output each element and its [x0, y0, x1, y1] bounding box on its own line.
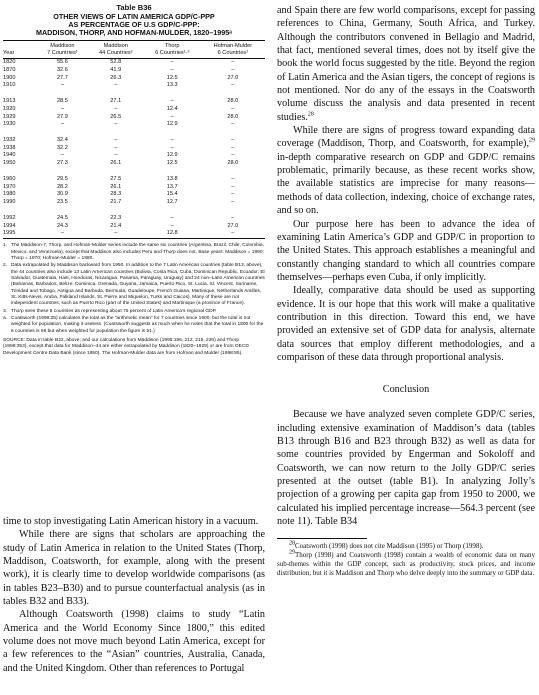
data-table: [3, 41, 265, 239]
value-cell: [144, 168, 201, 176]
value-cell: 28.0: [227, 160, 239, 167]
table-row: [3, 129, 265, 137]
value-cell: –: [114, 105, 118, 112]
value-cell: [37, 168, 88, 176]
value-cell: 13.7: [166, 183, 178, 190]
year-cell: 1960: [3, 175, 16, 182]
table-note: [3, 316, 265, 335]
header-hofman-mulder: [201, 41, 265, 58]
year-cell: 1930: [3, 121, 16, 128]
value-cell: –: [170, 136, 174, 143]
year-cell: 1994: [3, 222, 16, 229]
year-cell: [3, 129, 37, 137]
year-cell: 1990: [3, 199, 16, 206]
year-cell: 1995: [3, 230, 37, 238]
table-row: [3, 191, 265, 199]
value-cell: 27.5: [110, 175, 122, 182]
value-cell: 26.3: [110, 74, 122, 81]
value-cell: –: [114, 152, 118, 159]
header-line: Thorp: [164, 43, 180, 50]
value-cell: 21.7: [110, 199, 122, 206]
value-cell: [37, 129, 88, 137]
value-cell: –: [231, 59, 235, 66]
year-cell: 1950: [3, 160, 16, 167]
footnote-rule: [277, 538, 367, 539]
footnote-text: Thorp (1998) and Coatsworth (1998) contain a wealth of economic data on many sub-themes within the GDP concept, such as productivity, stock prices, and income distribution, but it is Maddison and Thorp who delve deeply into the summary or GDP data.: [277, 551, 535, 578]
table-row: [3, 106, 265, 114]
value-cell: 22.3: [110, 214, 122, 221]
value-cell: 12.4: [166, 105, 178, 112]
paragraph: Our purpose here has been to advance the idea of examining Latin America’s GDP and GDP/C in proportion to the United States. This approach establishes a meaningful and constantly changing standard to which all countries compare themselves—perhaps even Cuba, if only implicitly.: [277, 218, 535, 283]
right-column: [277, 4, 535, 578]
value-cell: –: [88, 230, 144, 238]
table-row: [3, 98, 265, 106]
table-subtitle-line: OTHER VIEWS OF LATIN AMERICA GDP/C-PPP: [53, 11, 215, 21]
paragraph: [277, 124, 535, 217]
table-row: [3, 230, 265, 238]
value-cell: 32.4: [56, 136, 68, 143]
value-cell: 32.6: [56, 66, 68, 73]
value-cell: [144, 207, 201, 215]
footnote-ref: 29: [529, 138, 535, 145]
header-maddison-44: [88, 41, 144, 58]
value-cell: 28.0: [227, 113, 239, 120]
value-cell: –: [231, 144, 235, 151]
value-cell: 12.5: [166, 74, 178, 81]
value-cell: –: [170, 214, 174, 221]
year-cell: 1992: [3, 214, 16, 221]
table-subtitle-line: MADDISON, THORP, AND HOFMAN-MULDER, 1820–1995ᵃ: [35, 28, 232, 37]
value-cell: 27.0: [227, 74, 239, 81]
year-cell: [3, 168, 37, 176]
footnote-text: Coatsworth (1998) does not cite Maddison (1995) or Thorp (1998).: [295, 542, 484, 551]
section-heading: Conclusion: [382, 384, 430, 396]
table-header-row: [3, 41, 265, 58]
note-text: Coatsworth (1998:25) calculates the total as the “arithmetic mean” for 7 countries since 1900, but the total is not weighted for population, making it useless. (Coatsworth suggests as much when he notes that the total in 1800 for the 6 countries is 56 but when weighted for population the figure is 51.): [11, 315, 264, 334]
year-cell: 1910: [3, 82, 16, 89]
value-cell: [88, 207, 144, 215]
year-cell: 1938: [3, 144, 16, 151]
value-cell: [37, 90, 88, 98]
value-cell: 15.4: [166, 191, 178, 198]
value-cell: 21.4: [110, 222, 122, 229]
table-note: [3, 243, 265, 262]
value-cell: [37, 207, 88, 215]
value-cell: –: [114, 82, 118, 89]
table-row: [3, 59, 265, 67]
year-cell: 1932: [3, 136, 16, 143]
header-thorp: [144, 41, 201, 58]
value-cell: 55.6: [56, 59, 68, 66]
value-cell: 12.5: [166, 160, 178, 167]
year-cell: 1970: [3, 183, 16, 190]
value-cell: 24.3: [56, 222, 68, 229]
table-row: [3, 82, 265, 90]
value-cell: –: [60, 105, 64, 112]
value-cell: 12.7: [166, 199, 178, 206]
table-row: [3, 207, 265, 215]
value-cell: [144, 90, 201, 98]
header-maddison-7: [37, 41, 88, 58]
table-source: SOURCE: Data in table B22, above; and our calculations from Maddison (1995:196, 212, 215, 226) and Thorp (1998:353), except that data for Maddison–44 are either extrapolated by Maddison (1820–1929) or are from OECD Development Centre Data Bank (since 1950). The Hofman-Mulder data are from Hofman and Mulder (1998:85).: [3, 337, 249, 356]
header-line: 6 Countries¹·³: [155, 49, 190, 56]
value-cell: 52.8: [110, 59, 122, 66]
table-row: [3, 75, 265, 83]
header-line: 6 Countries¹: [217, 49, 249, 56]
note-text: Thorp sees these 6 countries as representing about 75 percent of Latin America’s regional GDP.: [11, 308, 217, 314]
table-row: [3, 121, 265, 129]
left-body-text: [3, 515, 265, 675]
value-cell: 27.0: [227, 222, 239, 229]
year-cell: 1870: [3, 66, 16, 73]
value-cell: –: [170, 113, 174, 120]
value-cell: [144, 129, 201, 137]
value-cell: –: [60, 152, 64, 159]
value-cell: –: [60, 82, 64, 89]
note-number: 2.: [3, 263, 8, 269]
table-subtitle-line: AS PERCENTAGE OF U.S GDP/C-PPP:: [68, 19, 200, 29]
note-number: a.: [3, 315, 8, 321]
value-cell: [88, 129, 144, 137]
table-row: [3, 199, 265, 207]
year-cell: 1913: [3, 97, 16, 104]
value-cell: [201, 129, 265, 137]
value-cell: –: [60, 121, 64, 128]
value-cell: 13.3: [166, 82, 178, 89]
paragraph: time to stop investigating Latin American history in a vacuum.: [3, 516, 259, 527]
table-row: [3, 160, 265, 168]
value-cell: 27.3: [56, 160, 68, 167]
value-cell: 26.1: [110, 183, 122, 190]
value-cell: 32.2: [56, 144, 68, 151]
value-cell: –: [231, 152, 235, 159]
header-line: Hofman-Mulder: [213, 43, 253, 50]
table-row: [3, 90, 265, 98]
value-cell: –: [170, 222, 174, 229]
value-cell: –: [201, 230, 265, 238]
table-note: [3, 309, 265, 315]
table-row: [3, 137, 265, 145]
value-cell: –: [231, 105, 235, 112]
value-cell: –: [170, 144, 174, 151]
value-cell: [201, 168, 265, 176]
year-cell: 1900: [3, 74, 16, 81]
value-cell: [201, 207, 265, 215]
value-cell: –: [114, 121, 118, 128]
footnote-ref: 28: [307, 111, 314, 118]
year-cell: 1920: [3, 105, 16, 112]
value-cell: 26.1: [110, 160, 122, 167]
table-row: [3, 184, 265, 192]
table-row: [3, 176, 265, 184]
value-cell: –: [170, 66, 174, 73]
note-number: 3.: [3, 308, 8, 314]
year-cell: [3, 207, 37, 215]
table-block: [3, 4, 265, 357]
value-cell: [88, 168, 144, 176]
paragraph: While there are signs that scholars are approaching the study of Latin America in relation to the United States (Thorp, Maddison, Coatsworth, for example, along with the present work), it is clearly time to develop worldwide comparisons (as in tables B23–B30) and to pursue counterfactual analysis (as in tables B32 and B33).: [3, 529, 265, 608]
header-line: 7 Countries¹: [47, 49, 78, 56]
year-cell: 1940: [3, 152, 16, 159]
value-cell: –: [231, 136, 235, 143]
table-row: [3, 168, 265, 176]
year-cell: 1929: [3, 113, 16, 120]
value-cell: –: [170, 97, 174, 104]
value-cell: 28.3: [110, 191, 122, 198]
paragraph: Ideally, comparative data should be used as supporting evidence. It is our hope that this work will make a qualitative contribution in this direction. Toward this end, we have provided an extensive set of GDP data for analysis, alternate data sources that employ different methodologies, and a comparison of these data through proportional analysis.: [277, 285, 535, 363]
value-cell: 27.9: [56, 113, 68, 120]
value-cell: –: [231, 183, 235, 190]
footnote-mark: 28: [289, 541, 295, 548]
paragraph: Although Coatsworth (1998) claims to study “Latin America and the World Economy Since 1800,” this edited volume does not move much beyond Latin America, except for a few references to the “Asian” countries, Australia, Canada, and the United Kingdom. Other than references to Portugal: [3, 609, 265, 674]
footnote-mark: 29: [289, 550, 295, 557]
paragraph-text: in-depth comparative research on GDP and GDP/C remains problematic, primarily because, as these recent works show, the available statistics are imprecise for many reasons—methods of data collection, indexing, choice of exchange rates, and so on.: [277, 151, 535, 217]
value-cell: –: [231, 191, 235, 198]
year-cell: [3, 90, 37, 98]
year-cell: 1820: [3, 59, 16, 66]
table-note: [3, 263, 265, 307]
value-cell: 27.1: [110, 97, 122, 104]
value-cell: –: [231, 214, 235, 221]
header-line: 44 Countries²: [98, 49, 133, 56]
table-title: Table B36: [116, 3, 152, 12]
value-cell: –: [231, 82, 235, 89]
paragraph-text: and Spain there are few world comparisons, except for passing references to China, Germany, South Africa, and Turkey. Although the contributors convened in Bellagio and Madrid, that fact, mentioned several times, does not by itself give the book the world focus suggested by the title. Beyond the region of Latin America and the Asian tigers, the concept of regions is not mentioned. Nor do any of the essays in the Coatsworth volume discuss the analysis and data presented in recent studies.: [277, 5, 535, 123]
value-cell: 28.0: [227, 97, 239, 104]
table-row: [3, 145, 265, 153]
value-cell: –: [170, 59, 174, 66]
value-cell: 23.5: [56, 199, 68, 206]
value-cell: –: [231, 66, 235, 73]
year-cell: 1980: [3, 191, 16, 198]
table-notes: [3, 243, 265, 335]
value-cell: –: [114, 144, 118, 151]
value-cell: 29.5: [56, 175, 68, 182]
note-text: Data extrapolated by Maddison backward from 1950. In addition to the 7 Latin American countries (table B13, above), the 44 countries also include 13 Latin American countries (Bolivia, Costa Rica, Cuba, Dominican Republic, Ecuador, El Salvador, Guatemala, Haiti, Honduras, Nicaragua, Panama, Paraguay, Uruguay) and 24 non–Latin American countries (Bahamas, Barbados, Belize, Dominica, Grenada, Guyana, Jamaica, Puerto Rico, St. Lucia, St. Vincent, Suriname, Trinidad and Tobago, Antigua and Barbuda, Bermuda, Guadeloupe, French Guiana, Martinique, Netherlands Antilles, St. Kitts-Nevis, Aruba, Falkland Islands, St. Pierre and Miquelon, Turks and Caicos). Many of these are not independent countries, such as Puerto Rico (part of the United States) and Martinique (a province of France).: [11, 263, 265, 307]
value-cell: –: [231, 175, 235, 182]
value-cell: 41.9: [110, 66, 122, 73]
paragraph: Because we have analyzed seven complete GDP/C series, including extensive examination of Maddison’s data (tables B13 through B16 and B23 through B32) as well as data for some countries provided by Engerman and Sokoloff and Coatsworth, we can now return to the Jolly GDP/C series presented at the outset (table B1). In analyzing Jolly’s projection of a growing per capita gap from 1950 to 2000, we calculated his implied percentage increase—564.3 percent (see note 11). Table B34: [277, 409, 535, 528]
value-cell: [88, 90, 144, 98]
table-row: [3, 223, 265, 231]
value-cell: 26.5: [110, 113, 122, 120]
value-cell: 12.9: [166, 121, 178, 128]
value-cell: 27.7: [56, 74, 68, 81]
header-line: Maddison: [103, 43, 128, 50]
table-row: [3, 152, 265, 160]
value-cell: 28.5: [56, 97, 68, 104]
value-cell: 12.8: [144, 230, 201, 238]
value-cell: –: [231, 121, 235, 128]
table-row: [3, 67, 265, 75]
note-number: 1.: [3, 243, 8, 249]
paragraph: [277, 4, 535, 124]
header-year: Year: [3, 41, 37, 58]
value-cell: –: [231, 199, 235, 206]
value-cell: –: [37, 230, 88, 238]
table-row: [3, 114, 265, 122]
note-text: The Maddison-7, Thorp, and Hofman-Mulder series include the same six countries (Argentina, Brazil, Chile, Colombia, Mexico, and Venezuela), except that Maddison also includes Peru and Thorp does not. Base years: Maddison = 1990; Thorp = 1970; Hofman-Mulder = 1980.: [11, 243, 264, 261]
value-cell: 12.9: [166, 152, 178, 159]
value-cell: [201, 90, 265, 98]
paragraph-text: While there are signs of progress toward expanding data coverage (Maddison, Thorp, and Coatsworth, for example),: [277, 125, 535, 150]
value-cell: 30.9: [56, 191, 68, 198]
table-body: [3, 59, 265, 239]
table-row: [3, 215, 265, 223]
value-cell: 13.8: [166, 175, 178, 182]
header-line: Maddison: [50, 43, 75, 50]
value-cell: –: [114, 136, 118, 143]
value-cell: 28.2: [56, 183, 68, 190]
footnote: [277, 551, 535, 578]
value-cell: 24.5: [56, 214, 68, 221]
